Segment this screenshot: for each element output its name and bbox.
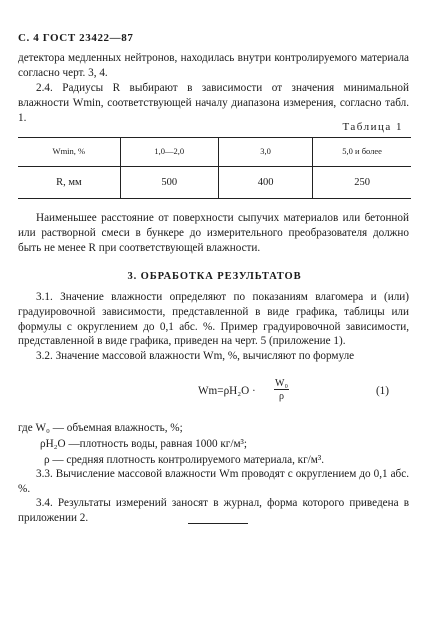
where-line: ρH₂O —плотность воды, равная 1000 кг/м³; — [40, 438, 248, 450]
table-cell: 500 — [120, 167, 218, 199]
where-line: где W₀ — объемная влажность, %; — [18, 422, 183, 434]
table-row — [18, 138, 411, 167]
formula-lhs: Wm=ρH₂O · — [198, 385, 256, 397]
formula-numerator: W₀ — [275, 378, 288, 389]
end-divider — [188, 523, 248, 524]
table-cell: 5,0 и более — [313, 138, 411, 167]
paragraph-min-distance: Наименьшее расстояние от поверхности сыпучих материалов или бетонной или растворной смеси в бункере до измерительного преобразователя должно быть не менее R при соответствующей влажности. — [18, 212, 409, 254]
paragraph-3-2: 3.2. Значение массовой влажности Wm, %, вычисляют по формуле — [36, 350, 355, 362]
table-cell: 250 — [313, 167, 411, 199]
paragraph-3-1: 3.1. Значение влажности определяют по показаниям влагомера и (или) градуировочной зависимости, представленной в виде графика, таблицы или формулы с округлением до 0,1 абс. %. Пример градуировочной зависимости, представленной в виде графика, приведен на черт. 5 (приложение 1). — [18, 291, 409, 348]
formula-number: (1) — [375, 385, 389, 397]
paragraph-3-4: 3.4. Результаты измерений заносят в журнал, форма которого приведена в приложении 2. — [18, 497, 409, 524]
table-cell: Wmin, % — [18, 138, 120, 167]
table-1 — [18, 137, 411, 199]
paragraph-2-4: 2.4. Радиусы R выбирают в зависимости от значения минимальной влажности Wmin, соответствующей началу диапазона измерения, согласно табл. 1. — [18, 82, 409, 124]
paragraph-continuation: детектора медленных нейтронов, находилась внутри контролируемого материала согласно черт. 3, 4. — [18, 52, 409, 79]
table-cell: 3,0 — [218, 138, 312, 167]
where-line: ρ — средняя плотность контролируемого материала, кг/м³. — [44, 454, 325, 466]
section-title: 3. ОБРАБОТКА РЕЗУЛЬТАТОВ — [127, 271, 302, 282]
formula-1 — [18, 380, 411, 410]
table-cell: 400 — [218, 167, 312, 199]
formula-denominator: ρ — [278, 391, 284, 403]
table-cell: R, мм — [18, 167, 120, 199]
formula-fraction — [274, 377, 289, 403]
table-caption: Таблица 1 — [342, 121, 403, 133]
paragraph-3-3: 3.3. Вычисление массовой влажности Wm проводят с округлением до 0,1 абс. %. — [18, 468, 409, 495]
page-header: С. 4 ГОСТ 23422—87 — [18, 32, 134, 44]
table-row — [18, 167, 411, 199]
table-cell: 1,0—2,0 — [120, 138, 218, 167]
